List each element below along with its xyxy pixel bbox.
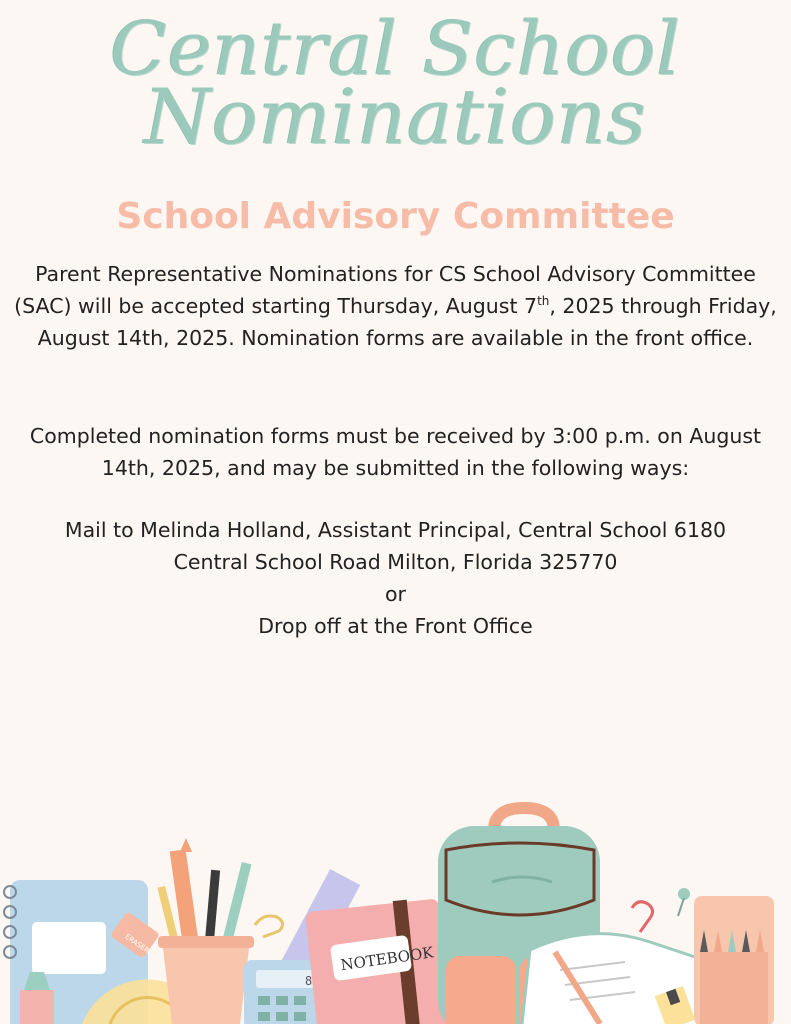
pink-notebook-icon: [305, 898, 453, 1024]
pushpin-icon: [678, 888, 690, 916]
mail-line-1: Mail to Melinda Holland, Assistant Principal, Central School 6180: [64, 518, 727, 542]
pencil-cup-icon: [157, 838, 254, 1024]
red-paperclip-icon: [632, 902, 653, 932]
or-text: or: [385, 582, 406, 606]
title-line-2: Nominations: [144, 72, 647, 161]
calculator-display: 8: [305, 974, 313, 988]
paragraph1-part2: , 2025 through Friday, August 14th, 2025. Nomination forms are available in the front office.: [37, 294, 777, 350]
title-line-1: Central School: [109, 6, 682, 92]
pencil-box-icon: [694, 896, 774, 1024]
dropoff-line: Drop off at the Front Office: [258, 614, 533, 638]
paperclip-icon: [255, 916, 283, 937]
submission-paragraph: Completed nomination forms must be received by 3:00 p.m. on August 14th, 2025, and may be submitted in the following ways:: [29, 424, 762, 480]
paragraph1-superscript: th: [537, 294, 550, 309]
paragraph1-part1: Parent Representative Nominations for CS School Advisory Committee (SAC) will be accepted starting Thursday, August 7: [14, 262, 756, 318]
subtitle: School Advisory Committee: [116, 196, 675, 237]
eraser-label: ERASER: [123, 932, 151, 955]
mail-line-2: Central School Road Milton, Florida 325770: [173, 550, 618, 574]
notebook-label: NOTEBOOK: [339, 943, 435, 975]
